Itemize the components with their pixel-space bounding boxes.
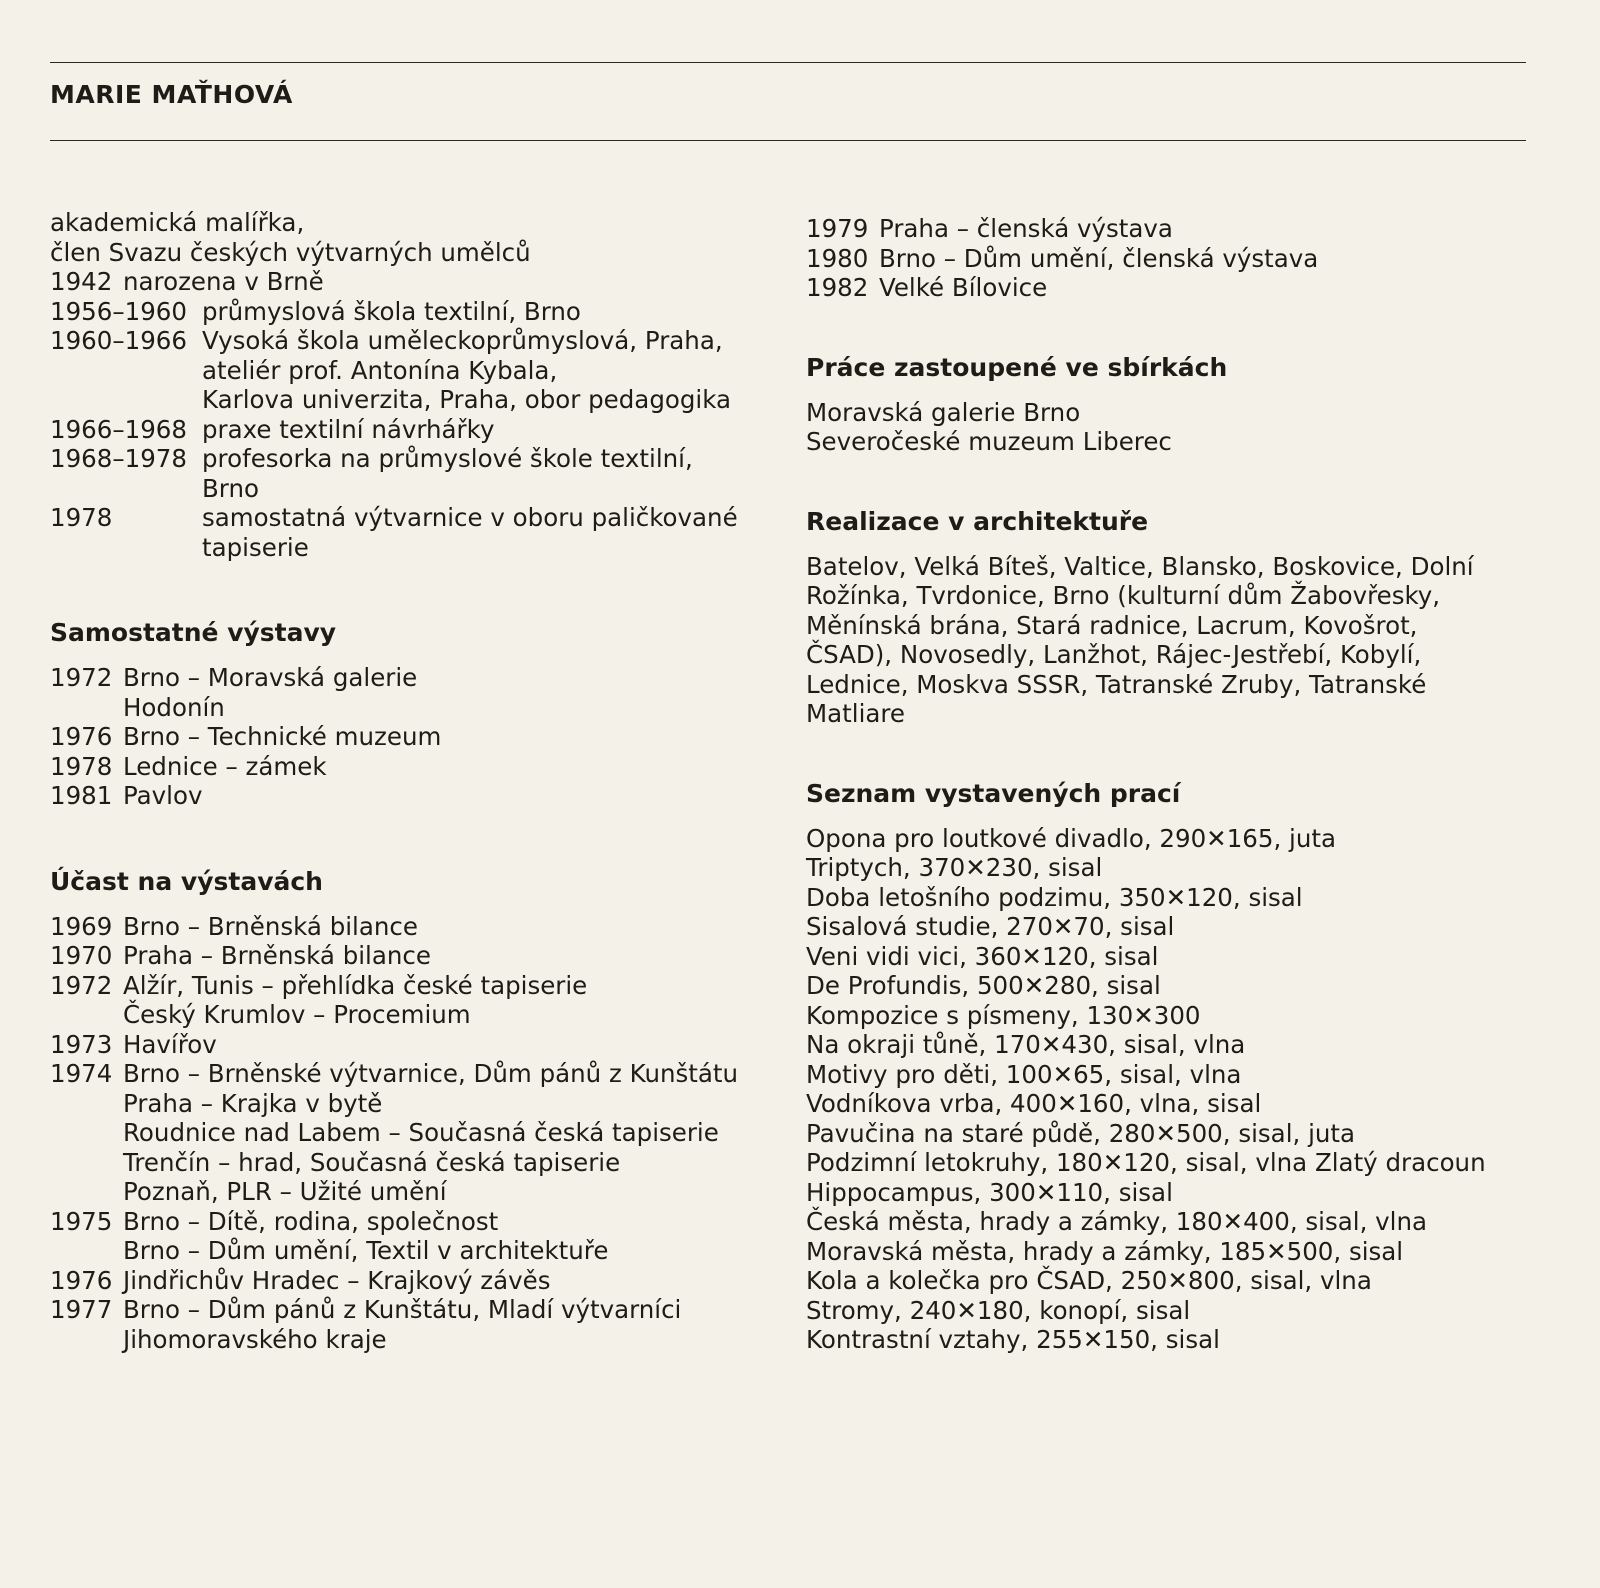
bio-entry xyxy=(50,444,780,474)
work-item: Veni vidi vici, 360✕120, sisal xyxy=(806,941,1159,971)
group-text: Poznaň, PLR – Užité umění xyxy=(123,1177,447,1206)
bio-text: Karlova univerzita, Praha, obor pedagogika xyxy=(202,385,731,414)
group-text: Alžír, Tunis – přehlídka české tapiserie xyxy=(123,970,588,1000)
section-heading: Práce zastoupené ve sbírkách xyxy=(806,352,1228,382)
solo-entry xyxy=(50,663,780,693)
group-entry xyxy=(50,1295,780,1325)
solo-year: 1972 xyxy=(50,663,113,692)
work-item: Česká města, hrady a zámky, 180✕400, sisal, vlna xyxy=(806,1207,1427,1236)
architecture-line: Lednice, Moskva SSSR, Tatranské Zruby, Tatranské xyxy=(806,669,1427,699)
group-text: Brno – Dům umění, Textil v architektuře xyxy=(123,1236,609,1265)
bio-years: 1956–1960 xyxy=(50,296,187,326)
group-entry xyxy=(806,273,1546,303)
bio-entry xyxy=(50,297,780,327)
right-column xyxy=(806,214,1546,1355)
group-entry xyxy=(50,1030,780,1060)
artist-name: MARIE MAŤHOVÁ xyxy=(50,80,293,109)
work-item: Moravská města, hrady a zámky, 185✕500, sisal xyxy=(806,1236,1404,1266)
group-text: Roudnice nad Labem – Současná česká tapiserie xyxy=(123,1118,719,1147)
solo-year: 1981 xyxy=(50,781,113,810)
section-heading: Realizace v architektuře xyxy=(806,506,1149,536)
work-item: Opona pro loutkové divadlo, 290✕165, juta xyxy=(806,823,1336,853)
group-year: 1977 xyxy=(50,1295,113,1324)
bio-text: praxe textilní návrhářky xyxy=(202,414,495,444)
architecture-line: Rožínka, Tvrdonice, Brno (kulturní dům Žabovřesky, xyxy=(806,581,1441,610)
work-item: Kompozice s písmeny, 130✕300 xyxy=(806,1000,1201,1030)
solo-text: Lednice – zámek xyxy=(123,751,327,781)
title-rule xyxy=(50,140,1526,141)
bio-text: samostatná výtvarnice v oboru paličkované xyxy=(202,503,738,532)
group-year: 1980 xyxy=(806,243,869,273)
bio-entry-cont xyxy=(50,356,780,386)
bio-entry-cont xyxy=(50,385,780,415)
collection-item: Severočeské muzeum Liberec xyxy=(806,427,1172,456)
bio-text: tapiserie xyxy=(202,532,309,562)
group-year: 1970 xyxy=(50,941,113,970)
group-entry xyxy=(50,941,780,971)
solo-entry xyxy=(50,752,780,782)
group-text: Praha – Krajka v bytě xyxy=(123,1088,383,1118)
architecture xyxy=(806,507,1546,729)
group-exhibitions xyxy=(50,867,780,1355)
group-text: Havířov xyxy=(123,1029,217,1059)
work-item: Vodníkova vrba, 400✕160, vlna, sisal xyxy=(806,1089,1262,1118)
bio-years: 1968–1978 xyxy=(50,444,187,473)
work-item: Triptych, 370✕230, sisal xyxy=(806,853,1103,882)
group-text: Velké Bílovice xyxy=(879,273,1048,302)
architecture-line: Měnínská brána, Stará radnice, Lacrum, Kovošrot, xyxy=(806,610,1418,640)
born-text: narozena v Brně xyxy=(123,267,324,296)
group-year: 1972 xyxy=(50,970,113,1000)
solo-year: 1976 xyxy=(50,722,113,751)
collections xyxy=(806,353,1546,457)
group-text: Praha – Brněnská bilance xyxy=(123,941,431,970)
bio-entry-cont xyxy=(50,474,780,504)
bio-text: profesorka na průmyslové škole textilní, xyxy=(202,444,693,473)
architecture-line: Batelov, Velká Bíteš, Valtice, Blansko, Boskovice, Dolní xyxy=(806,551,1474,581)
group-year: 1976 xyxy=(50,1265,113,1295)
solo-text: Pavlov xyxy=(123,781,203,810)
group-text: Jindřichův Hradec – Krajkový závěs xyxy=(123,1265,551,1295)
work-item: Kola a kolečka pro ČSAD, 250✕800, sisal, vlna xyxy=(806,1266,1372,1295)
group-text: Brno – Dům umění, členská výstava xyxy=(879,243,1319,273)
work-item: Pavučina na staré půdě, 280✕500, sisal, juta xyxy=(806,1118,1356,1148)
group-text: Praha – členská výstava xyxy=(879,214,1173,243)
solo-entry xyxy=(50,722,780,752)
solo-text: Hodonín xyxy=(123,692,225,722)
exhibited-works xyxy=(806,779,1546,1355)
group-text: Český Krumlov – Procemium xyxy=(123,1000,471,1029)
work-item: Hippocampus, 300✕110, sisal xyxy=(806,1177,1173,1207)
group-year: 1975 xyxy=(50,1206,113,1236)
group-year: 1979 xyxy=(806,214,869,243)
bio-entry xyxy=(50,326,780,356)
bio-text: Vysoká škola uměleckoprůmyslová, Praha, xyxy=(202,326,723,355)
work-item: Sisalová studie, 270✕70, sisal xyxy=(806,912,1175,941)
bio-entry xyxy=(50,503,780,533)
bio-years: 1960–1966 xyxy=(50,326,187,355)
group-exhibitions-continued xyxy=(806,214,1546,303)
group-year: 1974 xyxy=(50,1059,113,1088)
group-text: Brno – Dům pánů z Kunštátu, Mladí výtvarníci xyxy=(123,1295,682,1324)
bio-entry-cont xyxy=(50,533,780,563)
group-entry xyxy=(50,912,780,942)
solo-year: 1978 xyxy=(50,751,113,781)
left-column xyxy=(50,208,780,1354)
group-text: Brno – Brněnská bilance xyxy=(123,911,418,941)
group-entry xyxy=(50,971,780,1001)
section-heading: Samostatné výstavy xyxy=(50,618,337,647)
work-item: Podzimní letokruhy, 180✕120, sisal, vlna Zlatý dracoun xyxy=(806,1148,1486,1177)
group-year: 1982 xyxy=(806,273,869,302)
group-text: Jihomoravského kraje xyxy=(123,1324,387,1354)
work-item: Na okraji tůně, 170✕430, sisal, vlna xyxy=(806,1030,1246,1059)
work-item: Motivy pro děti, 100✕65, sisal, vlna xyxy=(806,1059,1242,1089)
born-row xyxy=(50,267,780,297)
born-year: 1942 xyxy=(50,267,113,296)
solo-entry xyxy=(50,781,780,811)
bio-entry xyxy=(50,415,780,445)
group-text: Trenčín – hrad, Současná česká tapiserie xyxy=(123,1147,621,1177)
group-text: Brno – Dítě, rodina, společnost xyxy=(123,1206,499,1236)
work-item: Stromy, 240✕180, konopí, sisal xyxy=(806,1295,1191,1325)
group-year: 1969 xyxy=(50,911,113,941)
work-item: Doba letošního podzimu, 350✕120, sisal xyxy=(806,882,1303,912)
group-year: 1973 xyxy=(50,1029,113,1059)
biography xyxy=(50,208,780,562)
work-item: De Profundis, 500✕280, sisal xyxy=(806,971,1161,1000)
group-text: Brno – Brněnské výtvarnice, Dům pánů z Kunštátu xyxy=(123,1059,739,1088)
bio-text: Brno xyxy=(202,473,259,503)
architecture-line: ČSAD), Novosedly, Lanžhot, Rájec-Jestřebí, Kobylí, xyxy=(806,640,1422,669)
work-item: Kontrastní vztahy, 255✕150, sisal xyxy=(806,1325,1220,1354)
section-heading: Seznam vystavených prací xyxy=(806,778,1181,808)
top-rule xyxy=(50,62,1526,63)
solo-text: Brno – Moravská galerie xyxy=(123,663,418,692)
group-entry xyxy=(50,1266,780,1296)
architecture-line: Matliare xyxy=(806,699,905,728)
bio-text: ateliér prof. Antonína Kybala, xyxy=(202,355,558,385)
collection-item: Moravská galerie Brno xyxy=(806,397,1081,427)
solo-text: Brno – Technické muzeum xyxy=(123,722,442,751)
group-entry xyxy=(806,214,1546,244)
section-heading: Účast na výstavách xyxy=(50,866,323,896)
group-entry xyxy=(50,1207,780,1237)
bio-years: 1978 xyxy=(50,503,113,532)
intro-line: člen Svazu českých výtvarných umělců xyxy=(50,237,531,267)
group-entry xyxy=(50,1059,780,1089)
bio-years: 1966–1968 xyxy=(50,414,187,444)
solo-exhibitions xyxy=(50,618,780,811)
bio-text: průmyslová škola textilní, Brno xyxy=(202,296,581,326)
group-entry xyxy=(806,244,1546,274)
intro-line: akademická malířka, xyxy=(50,208,305,237)
